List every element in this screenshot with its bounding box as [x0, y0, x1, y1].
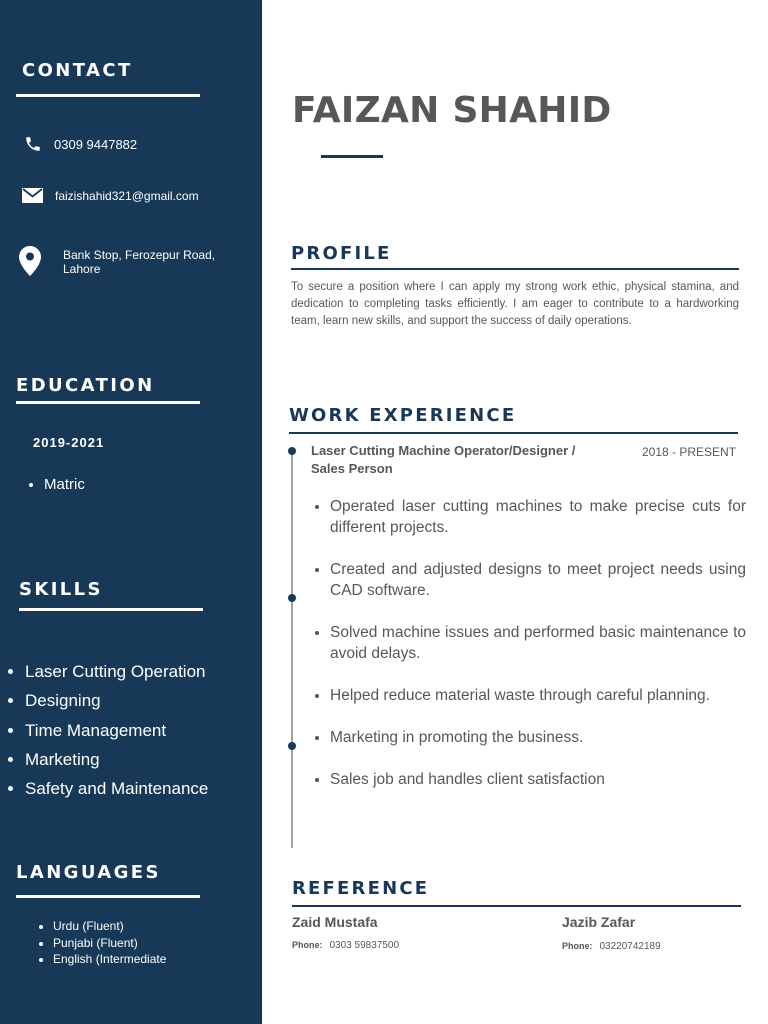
- reference-name-2: Jazib Zafar: [562, 914, 636, 930]
- address-line-1: Bank Stop, Ferozepur Road,: [63, 248, 216, 262]
- contact-phone: [0, 135, 137, 153]
- location-pin-icon: [19, 246, 41, 276]
- contact-email: [0, 188, 199, 203]
- contact-address: [0, 246, 215, 276]
- phone-label: Phone:: [562, 941, 593, 951]
- timeline-dot: [288, 447, 296, 455]
- contact-divider: [16, 94, 200, 97]
- reference-name-1: Zaid Mustafa: [292, 914, 378, 930]
- phone-number[interactable]: 0309 9447882: [54, 136, 138, 152]
- duty-item: • Marketing in promoting the business.: [330, 727, 746, 748]
- language-item: • Punjabi (Fluent): [53, 935, 166, 952]
- education-divider: [16, 401, 200, 404]
- profile-text: To secure a position where I can apply my strong work ethic, physical stamina, and dedication to completing tasks efficiently. I am eager to contribute to a hardworking team, learn new skills, and support the success of daily operations.: [291, 281, 739, 327]
- skill-item: • Designing: [25, 686, 208, 715]
- timeline-dot: [288, 742, 296, 750]
- work-experience-heading: WORK EXPERIENCE: [289, 405, 517, 426]
- duty-item: • Sales job and handles client satisfaction: [330, 769, 746, 790]
- phone-label: Phone:: [292, 940, 323, 950]
- phone-icon: [23, 135, 43, 153]
- duty-item: • Helped reduce material waste through careful planning.: [330, 685, 746, 706]
- duty-item: • Created and adjusted designs to meet project needs using CAD software.: [330, 559, 746, 601]
- skills-heading: SKILLS: [19, 579, 103, 600]
- sidebar: [0, 0, 262, 1024]
- phone-value[interactable]: 03220742189: [599, 941, 661, 952]
- skills-list: [6, 657, 208, 803]
- profile-heading: PROFILE: [291, 243, 392, 264]
- language-item: • Urdu (Fluent): [53, 918, 166, 935]
- mail-icon: [22, 188, 43, 203]
- education-years: 2019-2021: [33, 435, 105, 450]
- reference-phone-1: [292, 940, 399, 951]
- timeline-line: [291, 450, 293, 848]
- languages-list: [36, 918, 166, 968]
- skill-item: • Laser Cutting Operation: [25, 657, 208, 686]
- skill-item: • Time Management: [25, 716, 208, 745]
- address-text: [63, 249, 215, 276]
- languages-heading: LANGUAGES: [16, 862, 161, 883]
- education-list: [26, 476, 85, 493]
- reference-phone-2: [562, 941, 661, 952]
- candidate-name: FAIZAN SHAHID: [292, 90, 612, 131]
- email-address[interactable]: faizishahid321@gmail.com: [55, 188, 199, 203]
- education-item: • Matric: [44, 476, 85, 493]
- timeline-dot: [288, 594, 296, 602]
- skill-item: • Safety and Maintenance: [25, 774, 208, 803]
- education-heading: EDUCATION: [16, 375, 155, 396]
- address-line-2: Lahore: [63, 261, 101, 276]
- name-underline: [321, 155, 383, 158]
- reference-heading: REFERENCE: [292, 878, 430, 899]
- skills-divider: [19, 608, 203, 611]
- skill-item: • Marketing: [25, 745, 208, 774]
- duty-item: • Operated laser cutting machines to make precise cuts for different projects.: [330, 496, 746, 538]
- language-item: • English (Intermediate: [53, 951, 166, 968]
- duties-list: [312, 496, 746, 811]
- phone-value[interactable]: 0303 59837500: [329, 940, 400, 951]
- contact-heading: CONTACT: [22, 60, 133, 81]
- languages-divider: [16, 895, 200, 898]
- duty-item: • Solved machine issues and performed basic maintenance to avoid delays.: [330, 622, 746, 664]
- profile-divider: [291, 268, 739, 270]
- job-date: 2018 - PRESENT: [642, 445, 737, 459]
- work-experience-divider: [289, 432, 738, 434]
- reference-divider: [292, 905, 741, 907]
- job-title: Laser Cutting Machine Operator/Designer / Sales Person: [311, 443, 576, 476]
